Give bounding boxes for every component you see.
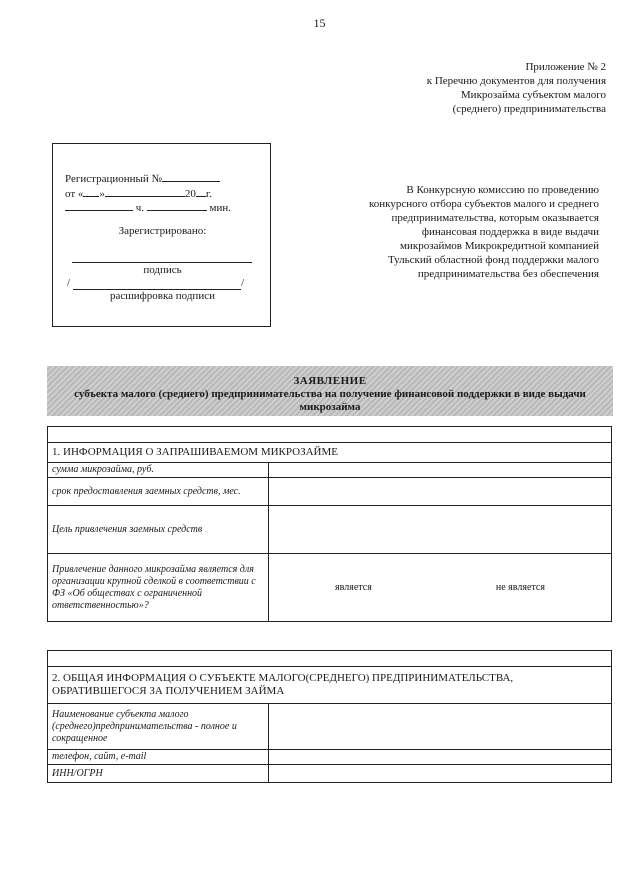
option-no[interactable]: не является bbox=[495, 582, 545, 593]
registration-date-row bbox=[65, 185, 212, 200]
registration-number-label: Регистрационный № bbox=[65, 173, 163, 185]
section2-heading: 2. ОБЩАЯ ИНФОРМАЦИЯ О СУБЪЕКТЕ МАЛОГО(СРЕДНЕГО) ПРЕДПРИНИМАТЕЛЬСТВА, ОБРАТИВШЕГОСЯ ЗА ПОЛУЧЕНИЕМ ЗАЙМА bbox=[48, 667, 612, 704]
loan-term-label: срок предоставления заемных средств, мес. bbox=[48, 478, 269, 506]
section1-heading: 1. ИНФОРМАЦИЯ О ЗАПРАШИВАЕМОМ МИКРОЗАЙМЕ bbox=[48, 443, 612, 463]
date-from-label: от « bbox=[65, 188, 84, 200]
signature-label: подпись bbox=[143, 264, 182, 276]
month-field[interactable] bbox=[105, 185, 185, 197]
option-yes[interactable]: является bbox=[335, 582, 372, 593]
date-quote-label: » bbox=[99, 188, 105, 200]
minutes-field[interactable] bbox=[147, 199, 207, 211]
inn-ogrn-field[interactable] bbox=[269, 765, 612, 783]
entity-name-label: Наименование субъекта малого (среднего)предпринимательства - полное и сокращенное bbox=[48, 704, 269, 750]
appendix-line: Приложение № 2 bbox=[525, 61, 606, 73]
contacts-field[interactable] bbox=[269, 750, 612, 765]
registration-number-row bbox=[65, 170, 220, 185]
slash-left: / bbox=[67, 277, 71, 289]
hours-label: ч. bbox=[135, 202, 145, 214]
slash-right: / bbox=[241, 277, 245, 289]
signature-line[interactable] bbox=[72, 262, 252, 263]
major-transaction-field bbox=[269, 554, 612, 622]
page-number: 15 bbox=[313, 16, 326, 30]
loan-amount-label: сумма микрозайма, руб. bbox=[48, 463, 269, 478]
loan-purpose-field[interactable] bbox=[269, 506, 612, 554]
appendix-line: к Перечню документов для получения bbox=[426, 75, 606, 87]
hours-field[interactable] bbox=[65, 199, 133, 211]
registration-number-field[interactable] bbox=[162, 170, 220, 182]
appendix-line: (среднего) предпринимательства bbox=[452, 103, 606, 115]
loan-term-field[interactable] bbox=[269, 478, 612, 506]
registered-label: Зарегистрировано: bbox=[118, 225, 207, 237]
statement-banner bbox=[47, 366, 613, 416]
registration-time-row bbox=[65, 199, 231, 214]
statement-title: ЗАЯВЛЕНИЕ bbox=[293, 375, 367, 387]
contacts-label: телефон, сайт, e-mail bbox=[48, 750, 269, 765]
loan-amount-field[interactable] bbox=[269, 463, 612, 478]
loan-purpose-label: Цель привлечения заемных средств bbox=[48, 506, 269, 554]
year-field[interactable] bbox=[196, 185, 206, 197]
section2-table bbox=[47, 650, 612, 783]
major-transaction-label: Привлечение данного микрозайма является для организации крупной сделкой в соответствии с ФЗ «Об обществах с ограниченной ответственностью»? bbox=[48, 554, 269, 622]
appendix-line: Микрозайма субъектом малого bbox=[460, 89, 606, 101]
spacer-cell bbox=[48, 427, 612, 443]
year-suffix: г. bbox=[205, 188, 212, 200]
minutes-label: мин. bbox=[209, 202, 232, 214]
spacer-cell bbox=[48, 651, 612, 667]
section1-table bbox=[47, 426, 612, 622]
entity-name-field[interactable] bbox=[269, 704, 612, 750]
registration-box bbox=[52, 143, 271, 327]
year-label: 20 bbox=[184, 188, 196, 200]
signature-decoding-label: расшифровка подписи bbox=[110, 290, 215, 302]
addressee-block: В Конкурсную комиссию по проведению конкурсного отбора субъектов малого и среднего предпринимательства, которым оказывается финансовая поддержка в виде выдачи микрозаймов Микрокредитной компанией Тульский областной фонд поддержки малого предпринимательства без обеспечения bbox=[368, 184, 599, 280]
appendix-note bbox=[427, 60, 606, 116]
statement-subtitle: субъекта малого (среднего) предпринимательства на получение финансовой поддержки в виде выдачи микрозайма bbox=[74, 388, 586, 413]
day-field[interactable] bbox=[83, 185, 99, 197]
inn-ogrn-label: ИНН/ОГРН bbox=[48, 765, 269, 783]
